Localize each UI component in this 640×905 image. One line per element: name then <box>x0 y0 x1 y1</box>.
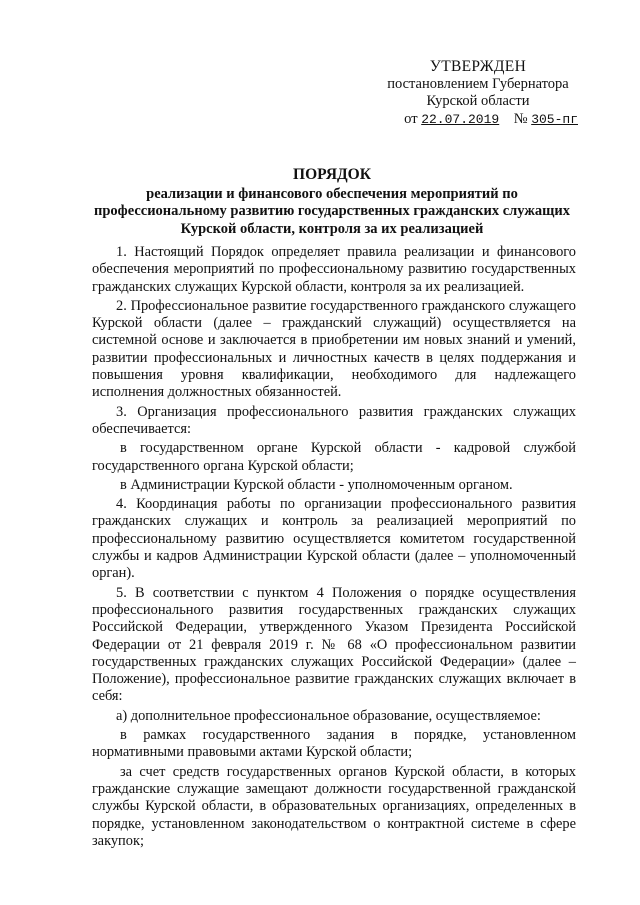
paragraph-3: 3. Организация профессионального развития гражданских служащих обеспечивается: <box>92 403 576 437</box>
paragraph-5-a-item-2: за счет средств государственных органов Курской области, в которых гражданские служащие замещают должности государственной гражданской службы Курской области, в образовательных организациях, определенных в порядке, установленном законодательством о контрактной системе в сфере закупок; <box>92 763 576 849</box>
paragraph-5-a-item-1: в рамках государственного задания в порядке, установленном нормативными правовыми актами Курской области; <box>92 727 576 761</box>
paragraph-4: 4. Координация работы по организации профессионального развития гражданских служащих и контроль за реализацией мероприятий по профессиональному развитию осуществляется комитетом государственной службы и кадров Администрации Курской области (далее – уполномоченный орган). <box>92 496 576 582</box>
paragraph-5-a: а) дополнительное профессиональное образование, осуществляемое: <box>116 707 541 724</box>
document-title <box>92 166 572 238</box>
date-prefix: от <box>404 110 418 127</box>
approval-line-1: постановлением Губернатора <box>387 75 569 92</box>
approval-date: 22.07.2019 <box>421 111 500 127</box>
paragraph-2: 2. Профессиональное развитие государственного гражданского служащего Курской области (далее – гражданский служащий) осуществляется на системной основе и заключается в приобретении им новых знаний и умений, развитии профессиональных и личностных качеств в целях поддержания и повышения уровня квалификации, необходимого для надлежащего исполнения должностных обязанностей. <box>92 297 576 401</box>
approval-stamp <box>378 58 578 128</box>
approval-line-2: Курской области <box>426 93 530 109</box>
title-subtitle: реализации и финансового обеспечения мероприятий по профессиональному развитию государственных гражданских служащих Курской области, контроля за их реализацией <box>94 185 570 237</box>
paragraph-1: 1. Настоящий Порядок определяет правила реализации и финансового обеспечения мероприятий по профессиональному развитию государственных гражданских служащих Курской области, контроля за их реализацией. <box>92 244 576 295</box>
approval-date-line <box>378 111 578 129</box>
paragraph-5: 5. В соответствии с пунктом 4 Положения о порядке осуществления профессионального развития государственных гражданских служащих Российской Федерации, утвержденного Указом Президента Российской Федерации от 21 февраля 2019 г. № 68 «О профессиональном развитии государственных гражданских служащих Российской Федерации» (далее – Положение), профессиональное развитие гражданских служащих включает в себя: <box>92 584 576 705</box>
approval-number: 305-пг <box>531 111 578 127</box>
number-prefix: № <box>513 110 528 127</box>
paragraph-3-item-1: в государственном органе Курской области - кадровой службой государственного органа Курской области; <box>92 440 576 474</box>
approval-heading: УТВЕРЖДЕН <box>429 58 527 75</box>
document-body <box>92 244 576 852</box>
paragraph-3-item-2: в Администрации Курской области - уполномоченным органом. <box>120 476 513 493</box>
title-main: ПОРЯДОК <box>293 166 371 183</box>
